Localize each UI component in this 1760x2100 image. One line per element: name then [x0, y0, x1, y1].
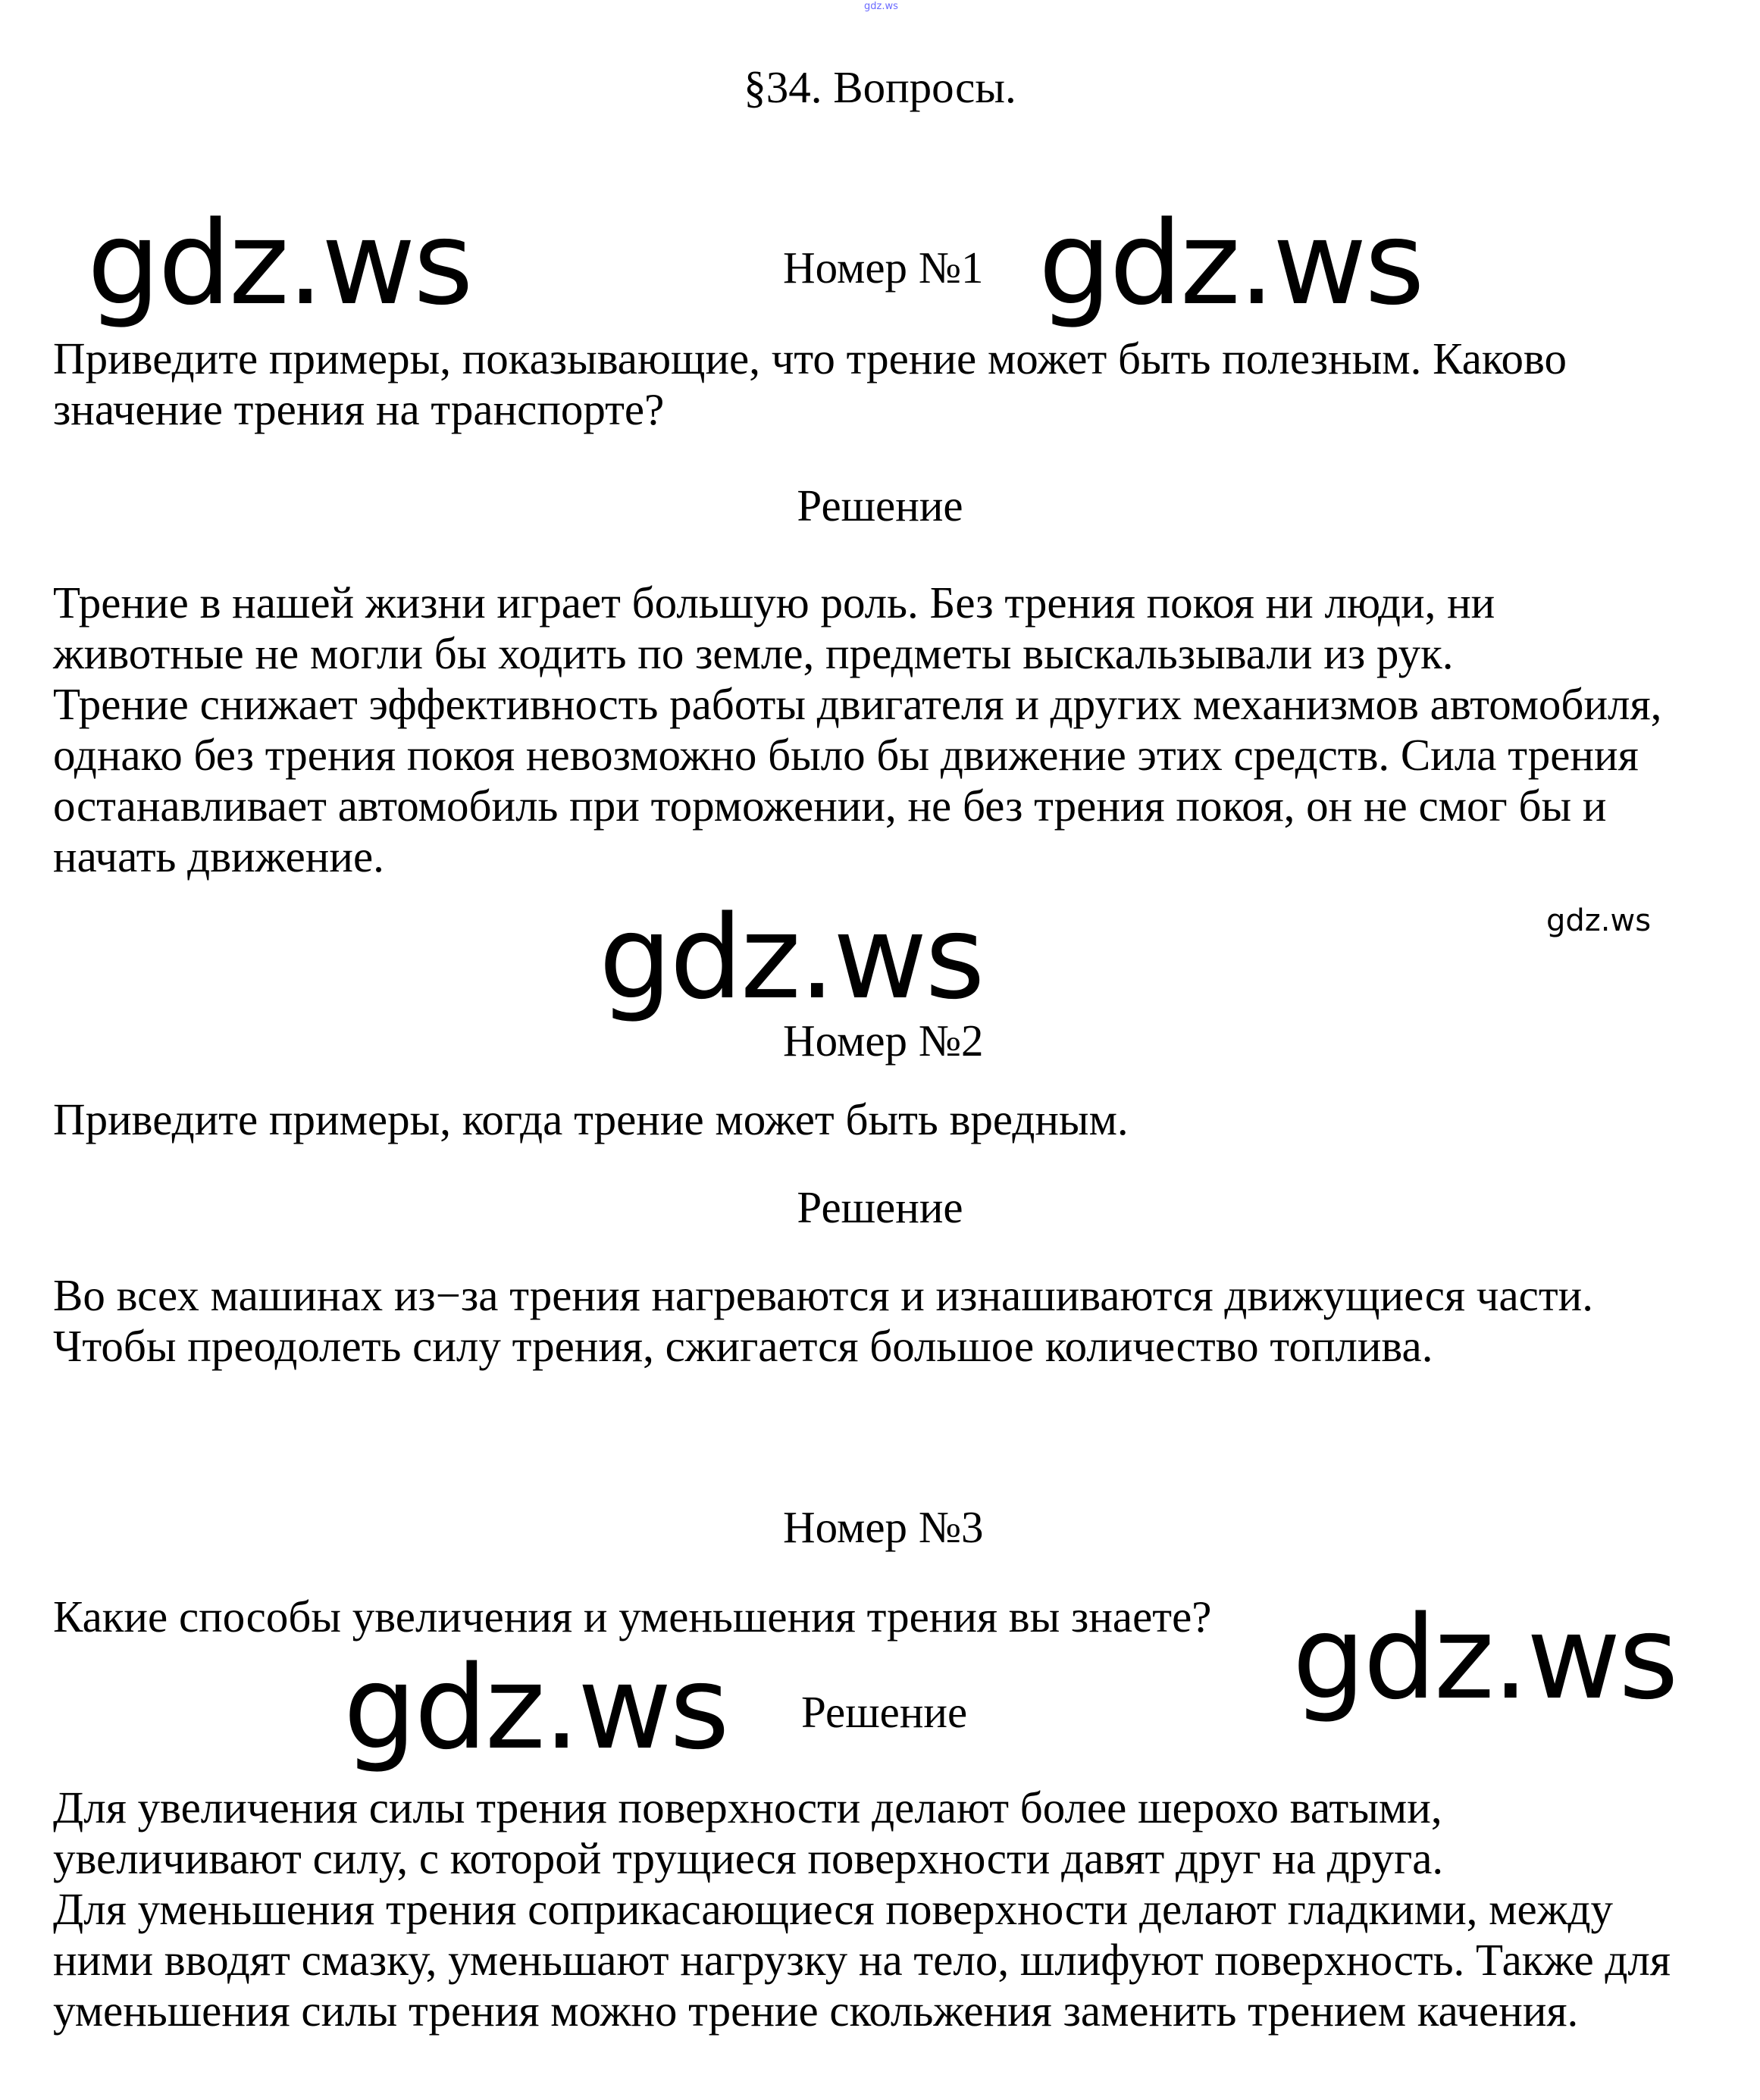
- answer-1-text: [53, 577, 1721, 882]
- text-line: Для уменьшения трения соприкасающиеся поверхности делают гладкими, между: [53, 1884, 1613, 1934]
- text-line: Приведите примеры, когда трение может быть вредным.: [53, 1094, 1129, 1144]
- watermark: gdz.ws: [343, 1641, 728, 1775]
- watermark: gdz.ws: [1038, 196, 1423, 330]
- page-title: §34. Вопросы.: [744, 62, 1016, 112]
- text-line: ними вводят смазку, уменьшают нагрузку на тело, шлифуют поверхность. Также для: [53, 1935, 1671, 1985]
- text-line: Во всех машинах из−за трения нагреваются и изнашиваются движущиеся части.: [53, 1270, 1593, 1320]
- text-line: однако без трения покоя невозможно было бы движение этих средств. Сила трения: [53, 730, 1639, 780]
- watermark-tiny: gdz.ws: [864, 1, 898, 12]
- question-1-text: [53, 333, 1721, 435]
- solution-1-label: Решение: [797, 480, 963, 530]
- text-line: уменьшения силы трения можно трение скольжения заменить трением качения.: [53, 1986, 1579, 2036]
- watermark-small: gdz.ws: [1546, 903, 1652, 938]
- text-line: увеличивают силу, с которой трущиеся поверхности давят друг на друга.: [53, 1833, 1444, 1883]
- question-1-heading: Номер №1: [783, 243, 984, 293]
- text-line: значение трения на транспорте?: [53, 384, 665, 434]
- solution-3-label: Решение: [801, 1687, 968, 1737]
- watermark: gdz.ws: [599, 890, 983, 1025]
- text-line: останавливает автомобиль при торможении, не без трения покоя, он не смог бы и: [53, 781, 1607, 831]
- answer-2-text: [53, 1270, 1721, 1372]
- question-2-text: [53, 1094, 1721, 1145]
- watermark: gdz.ws: [1292, 1591, 1677, 1725]
- text-line: Для увеличения силы трения поверхности делают более шерохо ватыми,: [53, 1782, 1442, 1832]
- text-line: Приведите примеры, показывающие, что трение может быть полезным. Каково: [53, 333, 1567, 383]
- text-line: Какие способы увеличения и уменьшения трения вы знаете?: [53, 1591, 1212, 1642]
- text-line: Трение снижает эффективность работы двигателя и других механизмов автомобиля,: [53, 679, 1662, 729]
- text-line: Трение в нашей жизни играет большую роль. Без трения покоя ни люди, ни: [53, 577, 1495, 627]
- watermark: gdz.ws: [87, 196, 471, 330]
- text-line: Чтобы преодолеть силу трения, сжигается большое количество топлива.: [53, 1321, 1433, 1371]
- solution-2-label: Решение: [797, 1182, 963, 1232]
- answer-3-text: [53, 1782, 1721, 2036]
- text-line: животные не могли бы ходить по земле, предметы выскальзывали из рук.: [53, 628, 1454, 678]
- question-3-heading: Номер №3: [783, 1502, 984, 1552]
- question-2-heading: Номер №2: [783, 1016, 984, 1066]
- text-line: начать движение.: [53, 831, 384, 881]
